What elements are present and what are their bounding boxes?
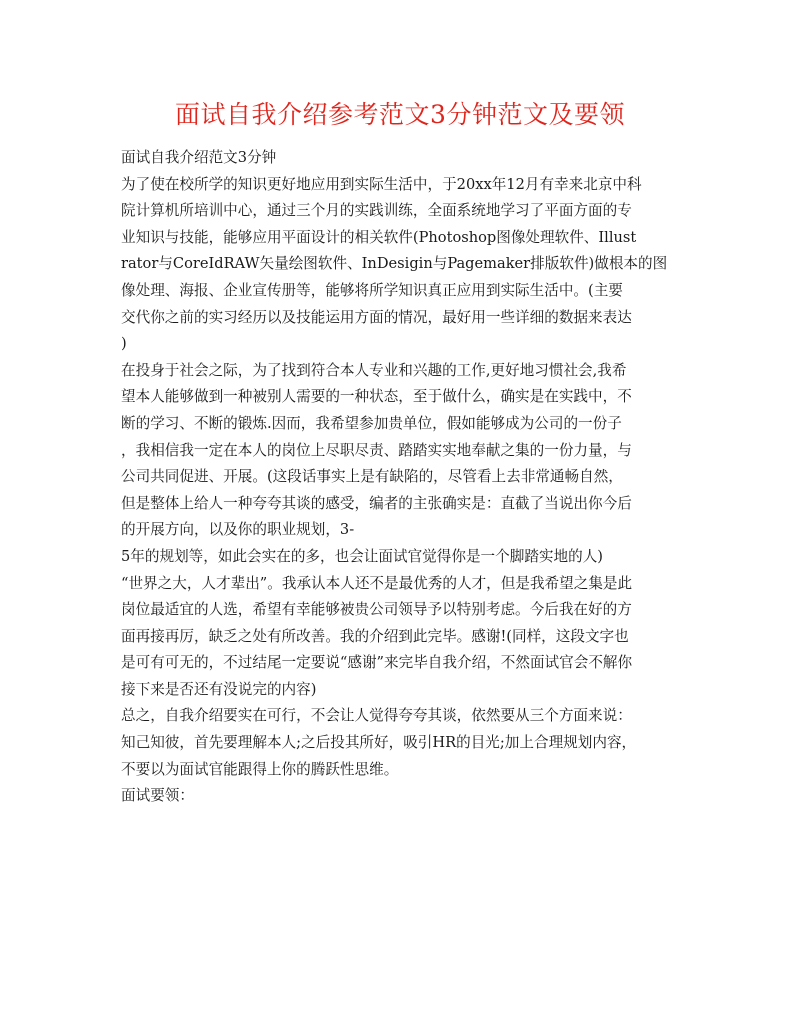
- paragraph-line: 为了使在校所学的知识更好地应用到实际生活中，于20xx年12月有幸来北京中科: [121, 175, 642, 193]
- paragraph-line: ): [121, 335, 127, 353]
- paragraph-line: 望本人能够做到一种被别人需要的一种状态，至于做什么，确实是在实践中，不: [121, 388, 632, 406]
- paragraph-line: 断的学习、不断的锻炼.因而，我希望参加贵单位，假如能够成为公司的一份子: [121, 414, 622, 432]
- paragraph-line: 接下来是否还有没说完的内容): [121, 680, 317, 698]
- paragraph-line: 但是整体上给人一种夸夸其谈的感受，编者的主张确实是：直截了当说出你今后: [121, 494, 632, 512]
- paragraph-line: 不要以为面试官能跟得上你的腾跃性思维。: [121, 760, 399, 778]
- section-heading: 面试要领：: [121, 787, 194, 805]
- paragraph-line: 公司共同促进、开展。(这段话事实上是有缺陷的，尽管看上去非常通畅自然，: [121, 468, 623, 486]
- paragraph-line: ，我相信我一定在本人的岗位上尽职尽责、踏踏实实地奉献之集的一份力量，与: [121, 441, 632, 459]
- paragraph-line: 知己知彼，首先要理解本人;之后投其所好，吸引HR的目光;加上合理规划内容，: [121, 734, 637, 752]
- paragraph-line: 岗位最适宜的人选，希望有幸能够被贵公司领导予以特别考虑。今后我在好的方: [121, 601, 632, 619]
- paragraph-line: 是可有可无的，不过结尾一定要说“感谢”来完毕自我介绍，不然面试官会不解你: [121, 654, 633, 672]
- document-title: 面试自我介绍参考范文3分钟范文及要领: [175, 100, 625, 129]
- paragraph-line: 业知识与技能，能够应用平面设计的相关软件(Photoshop图像处理软件、Illust: [121, 228, 637, 246]
- document-body: [121, 145, 681, 810]
- paragraph-line: 交代你之前的实习经历以及技能运用方面的情况，最好用一些详细的数据来表达: [121, 308, 632, 326]
- paragraph-line: rator与CoreIdRAW矢量绘图软件、InDesigin与Pagemaker排版软件)做根本的图: [121, 255, 668, 273]
- paragraph-line: 院计算机所培训中心，通过三个月的实践训练，全面系统地学习了平面方面的专: [121, 202, 632, 220]
- paragraph-line: 面再接再厉，缺乏之处有所改善。我的介绍到此完毕。感谢!(同样，这段文字也: [121, 627, 629, 645]
- paragraph-line: 的开展方向，以及你的职业规划，3-: [121, 521, 355, 539]
- paragraph-line: “世界之大，人才辈出”。我承认本人还不是最优秀的人才，但是我希望之集是此: [121, 574, 633, 592]
- paragraph-line: 5年的规划等，如此会实在的多，也会让面试官觉得你是一个脚踏实地的人): [121, 547, 603, 565]
- paragraph-line: 像处理、海报、企业宣传册等，能够将所学知识真正应用到实际生活中。(主要: [121, 281, 623, 299]
- paragraph-line: 总之，自我介绍要实在可行，不会让人觉得夸夸其谈，依然要从三个方面来说：: [121, 707, 632, 725]
- subtitle-line: 面试自我介绍范文3分钟: [121, 149, 277, 166]
- paragraph-line: 在投身于社会之际，为了找到符合本人专业和兴趣的工作,更好地习惯社会,我希: [121, 361, 627, 379]
